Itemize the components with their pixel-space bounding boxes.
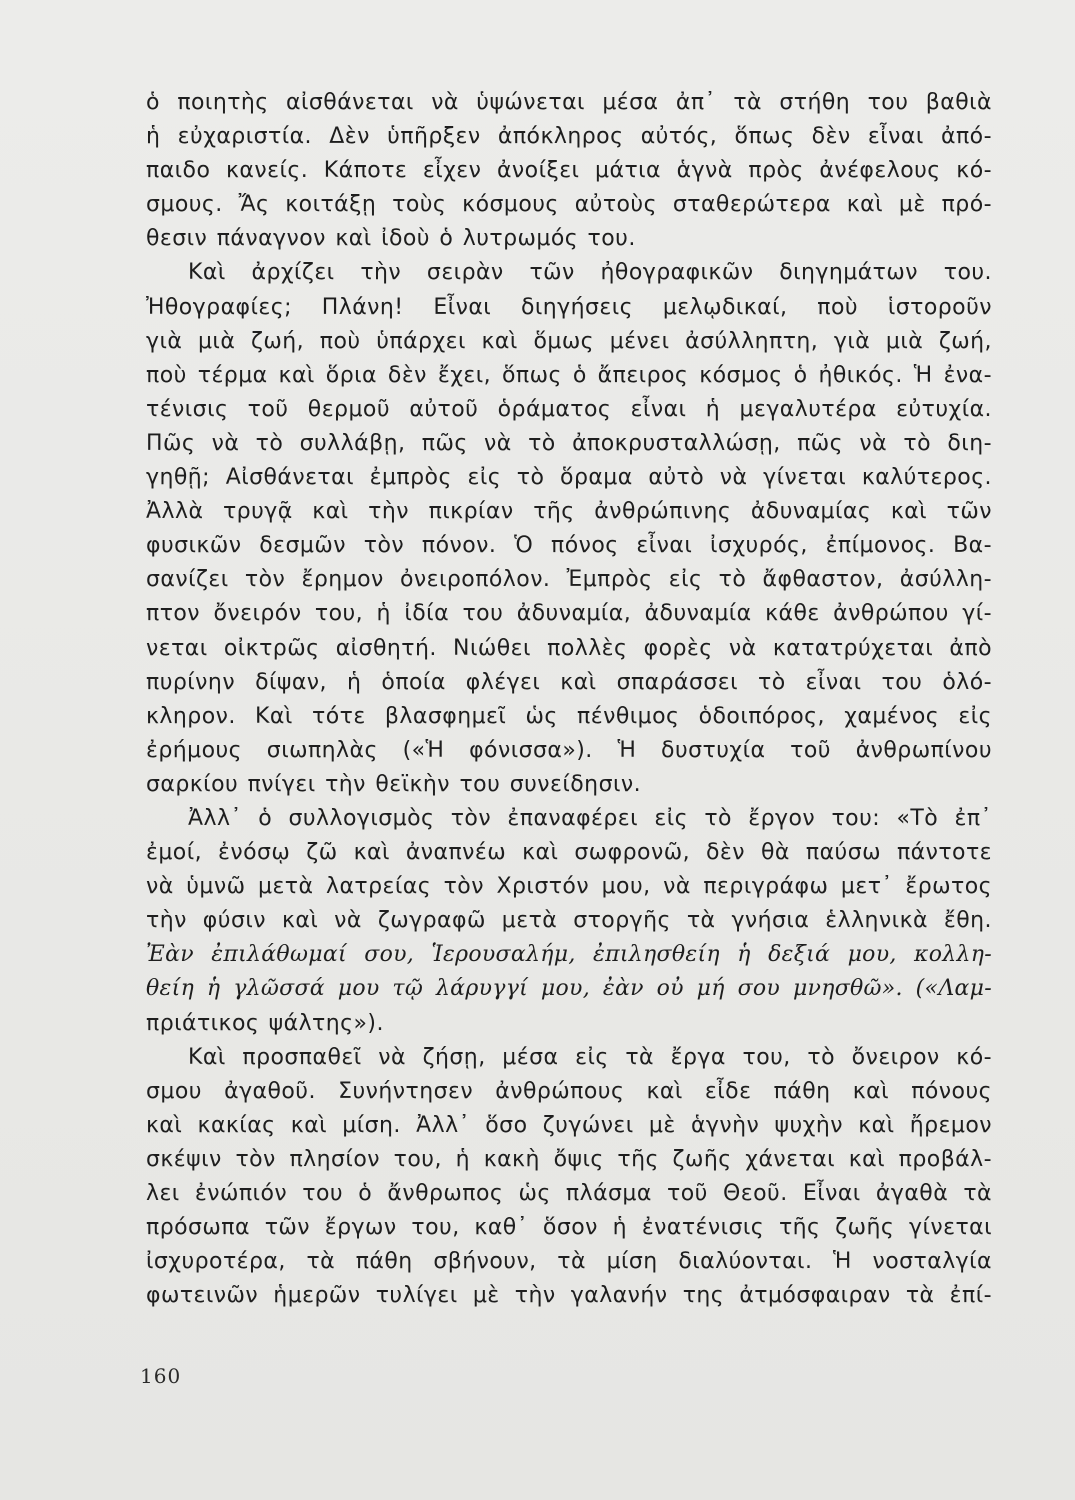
text-line: Ἀλλὰ τρυγᾷ καὶ τὴν πικρίαν τῆς ἀνθρώπινης ἀδυναμίας καὶ τῶν (146, 499, 992, 525)
text-line: πριάτικος ψάλτης»). (146, 1010, 384, 1036)
text-line: σμου ἀγαθοῦ. Συνήντησεν ἀνθρώπους καὶ εἶδε πάθη καὶ πόνους (146, 1078, 992, 1104)
text-line: ἐρήμους σιωπηλὰς («Ἡ φόνισσα»). Ἡ δυστυχία τοῦ ἀνθρωπίνου (146, 737, 992, 763)
text-line: νεται οἰκτρῶς αἰσθητή. Νιώθει πολλὲς φορὲς νὰ κατατρύχεται ἀπὸ (146, 635, 992, 661)
text-line: πυρίνην δίψαν, ἡ ὁποία φλέγει καὶ σπαράσσει τὸ εἶναι του ὁλό- (146, 669, 992, 695)
text-line: ποὺ τέρμα καὶ ὅρια δὲν ἔχει, ὅπως ὁ ἄπειρος κόσμος ὁ ἠθικός. Ἡ ἐνα- (146, 362, 992, 388)
text-line: τὴν φύσιν καὶ νὰ ζωγραφῶ μετὰ στοργῆς τὰ γνήσια ἑλληνικὰ ἔθη. (146, 908, 992, 934)
text-line: ἐμοί, ἐνόσῳ ζῶ καὶ ἀναπνέω καὶ σωφρονῶ, δὲν θὰ παύσω πάντοτε (146, 840, 992, 866)
text-line: θεσιν πάναγνον καὶ ἰδοὺ ὁ λυτρωμός του. (146, 226, 636, 252)
text-line: σκέψιν τὸν πλησίον του, ἡ κακὴ ὄψις τῆς ζωῆς χάνεται καὶ προβάλ- (146, 1146, 992, 1172)
text-line: γιὰ μιὰ ζωή, ποὺ ὑπάρχει καὶ ὅμως μένει ἀσύλληπτη, γιὰ μιὰ ζωή, (146, 328, 992, 354)
text-line: γηθῇ; Αἰσθάνεται ἐμπρὸς εἰς τὸ ὅραμα αὐτὸ νὰ γίνεται καλύτερος. (146, 465, 992, 491)
text-line: καὶ κακίας καὶ μίση. Ἀλλ᾽ ὅσο ζυγώνει μὲ ἁγνὴν ψυχὴν καὶ ἤρεμον (146, 1112, 992, 1138)
text-line: κληρον. Καὶ τότε βλασφημεῖ ὡς πένθιμος ὁδοιπόρος, χαμένος εἰς (146, 703, 992, 729)
text-line: Πῶς νὰ τὸ συλλάβῃ, πῶς νὰ τὸ ἀποκρυσταλλώσῃ, πῶς νὰ τὸ διη- (146, 430, 992, 456)
body-text (146, 86, 992, 1313)
text-line: ὁ ποιητὴς αἰσθάνεται νὰ ὑψώνεται μέσα ἀπ᾽ τὰ στήθη του βαθιὰ (146, 90, 992, 115)
text-line: σαρκίου πνίγει τὴν θεϊκὴν του συνείδησιν. (146, 771, 642, 797)
paragraph-start-line: Ἀλλ᾽ ὁ συλλογισμὸς τὸν ἐπαναφέρει εἰς τὸ ἔργον του: «Τὸ ἐπ᾽ (188, 805, 992, 831)
text-line: τένισις τοῦ θερμοῦ αὐτοῦ ὁράματος εἶναι ἡ μεγαλυτέρα εὐτυχία. (146, 396, 992, 422)
text-line: πρόσωπα τῶν ἔργων του, καθ᾽ ὅσον ἡ ἐνατένισις τῆς ζωῆς γίνεται (146, 1215, 992, 1241)
text-line: φυσικῶν δεσμῶν τὸν πόνον. Ὁ πόνος εἶναι ἰσχυρός, ἐπίμονος. Βα- (146, 533, 992, 559)
text-line: Ἠθογραφίες; Πλάνη! Εἶναι διηγήσεις μελῳδικαί, ποὺ ἱστοροῦν (146, 294, 992, 320)
text-line: παιδο κανείς. Κάποτε εἶχεν ἀνοίξει μάτια ἁγνὰ πρὸς ἀνέφελους κό- (146, 158, 992, 184)
quotation-line: Ἐὰν ἐπιλάθωμαί σου, Ἱερουσαλήμ, ἐπιλησθείη ἡ δεξιά μου, κολλη- (146, 942, 992, 968)
text-line: νὰ ὑμνῶ μετὰ λατρείας τὸν Χριστόν μου, νὰ περιγράφω μετ᾽ ἔρωτος (146, 874, 992, 900)
text-line: λει ἐνώπιόν του ὁ ἄνθρωπος ὡς πλάσμα τοῦ Θεοῦ. Εἶναι ἀγαθὰ τὰ (146, 1181, 992, 1206)
text-line: σμους. Ἄς κοιτάξῃ τοὺς κόσμους αὐτοὺς σταθερώτερα καὶ μὲ πρό- (146, 192, 992, 218)
text-line: πτον ὄνειρόν του, ἡ ἰδία του ἀδυναμία, ἀδυναμία κάθε ἀνθρώπου γί- (146, 601, 992, 627)
text-line: ἡ εὐχαριστία. Δὲν ὑπῆρξεν ἀπόκληρος αὐτός, ὅπως δὲν εἶναι ἀπό- (146, 124, 992, 150)
text-line: φωτεινῶν ἡμερῶν τυλίγει μὲ τὴν γαλανήν της ἀτμόσφαιραν τὰ ἐπί- (146, 1283, 992, 1309)
paragraph-start-line: Καὶ ἀρχίζει τὴν σειρὰν τῶν ἠθογραφικῶν διηγημάτων του. (188, 260, 992, 286)
quotation-line: θείη ἡ γλῶσσά μου τῷ λάρυγγί μου, ἐὰν οὐ μή σου μνησθῶ». («Λαμ- (146, 976, 992, 1002)
paragraph-start-line: Καὶ προσπαθεῖ νὰ ζήσῃ, μέσα εἰς τὰ ἔργα του, τὸ ὄνειρον κό- (188, 1044, 992, 1070)
page-number: 160 (140, 1364, 182, 1388)
text-line: σανίζει τὸν ἔρημον ὀνειροπόλον. Ἐμπρὸς εἰς τὸ ἄφθαστον, ἀσύλλη- (146, 567, 992, 593)
text-line: ἰσχυροτέρα, τὰ πάθη σβήνουν, τὰ μίση διαλύονται. Ἡ νοσταλγία (146, 1249, 992, 1275)
